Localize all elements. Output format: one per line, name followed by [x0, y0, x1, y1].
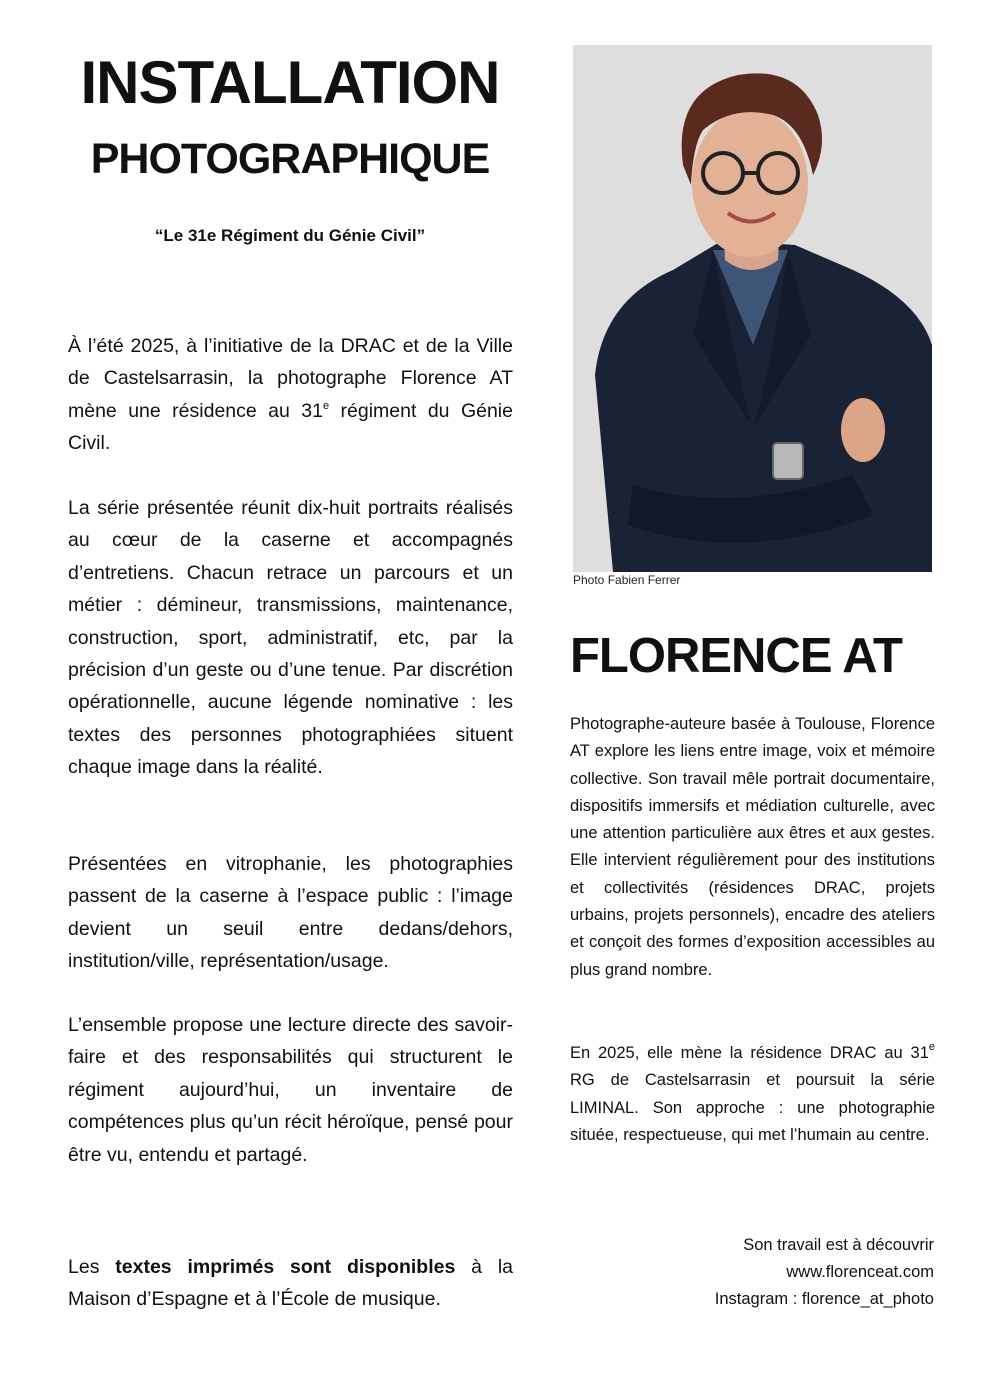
intro-paragraph-5	[68, 1251, 513, 1316]
portrait-photo	[573, 45, 932, 572]
bio-p2-text: En 2025, elle mène la résidence DRAC au 31	[570, 1044, 929, 1062]
bio-p2-superscript: e	[928, 1041, 935, 1053]
intro-p1-superscript: e	[322, 399, 330, 412]
intro-paragraph-4: L’ensemble propose une lecture directe des savoir-faire et des responsabilités qui structurent le régiment aujourd’hui, un inventaire de compétences plus qu’un récit héroïque, pensé pour être vu, entendu et partagé.	[68, 1014, 513, 1166]
intro-p5-b: à la Maison d’Espagne et à l’École de musique.	[68, 1256, 513, 1311]
intro-paragraph-3: Présentées en vitrophanie, les photographies passent de la caserne à l’espace public : l’image devient un seuil entre dedans/dehors, institution/ville, représentation/usage.	[68, 853, 513, 973]
artist-name: FLORENCE AT	[570, 629, 902, 683]
footer-website-link[interactable]: www.florenceat.com	[786, 1263, 934, 1281]
intro-paragraph-1	[68, 330, 513, 460]
footer-discover: Son travail est à découvrir	[743, 1236, 934, 1254]
bio-p2-end: RG de Castelsarrasin et poursuit la série LIMINAL. Son approche : une photographie située, respectueuse, qui met l’humain au centre.	[570, 1071, 935, 1144]
portrait-illustration	[573, 45, 932, 572]
intro-p1-end: régiment du Génie Civil.	[68, 399, 513, 455]
photo-credit: Photo Fabien Ferrer	[573, 573, 681, 587]
intro-p5-a: Les	[68, 1256, 116, 1278]
intro-paragraph-2: La série présentée réunit dix-huit portraits réalisés au cœur de la caserne et accompagnés d’entretiens. Chacun retrace un parcours et un métier : démineur, transmissions, maintenance, construction, sport, administratif, etc, par la précision d’un geste ou d’une tenue. Par discrétion opérationnelle, aucune légende nominative : les textes des personnes photographiées situent chaque image dans la réalité.	[68, 497, 513, 779]
intro-p1-text: À l’été 2025, à l’initiative de la DRAC et de la Ville de Castelsarrasin, la photographe Florence AT mène une résidence au 31	[68, 335, 513, 422]
bio-paragraph-2	[570, 1040, 935, 1149]
title-photographique: PHOTOGRAPHIQUE	[90, 135, 490, 183]
footer-instagram[interactable]: Instagram : florence_at_photo	[714, 1290, 934, 1308]
subtitle: “Le 31e Régiment du Génie Civil”	[154, 226, 426, 245]
title-installation: INSTALLATION	[80, 49, 500, 116]
bio-paragraph-1: Photographe-auteure basée à Toulouse, Florence AT explore les liens entre image, voix et mémoire collective. Son travail mêle portrait documentaire, dispositifs immersifs et médiation culturelle, avec une attention particulière aux êtres et aux gestes. Elle intervient régulièrement pour des institutions et collectivités (résidences DRAC, projets urbains, projets personnels), encadre des ateliers et conçoit des formes d’exposition accessibles au plus grand nombre.	[570, 715, 935, 979]
intro-p5-bold: textes imprimés sont disponibles	[115, 1256, 456, 1278]
